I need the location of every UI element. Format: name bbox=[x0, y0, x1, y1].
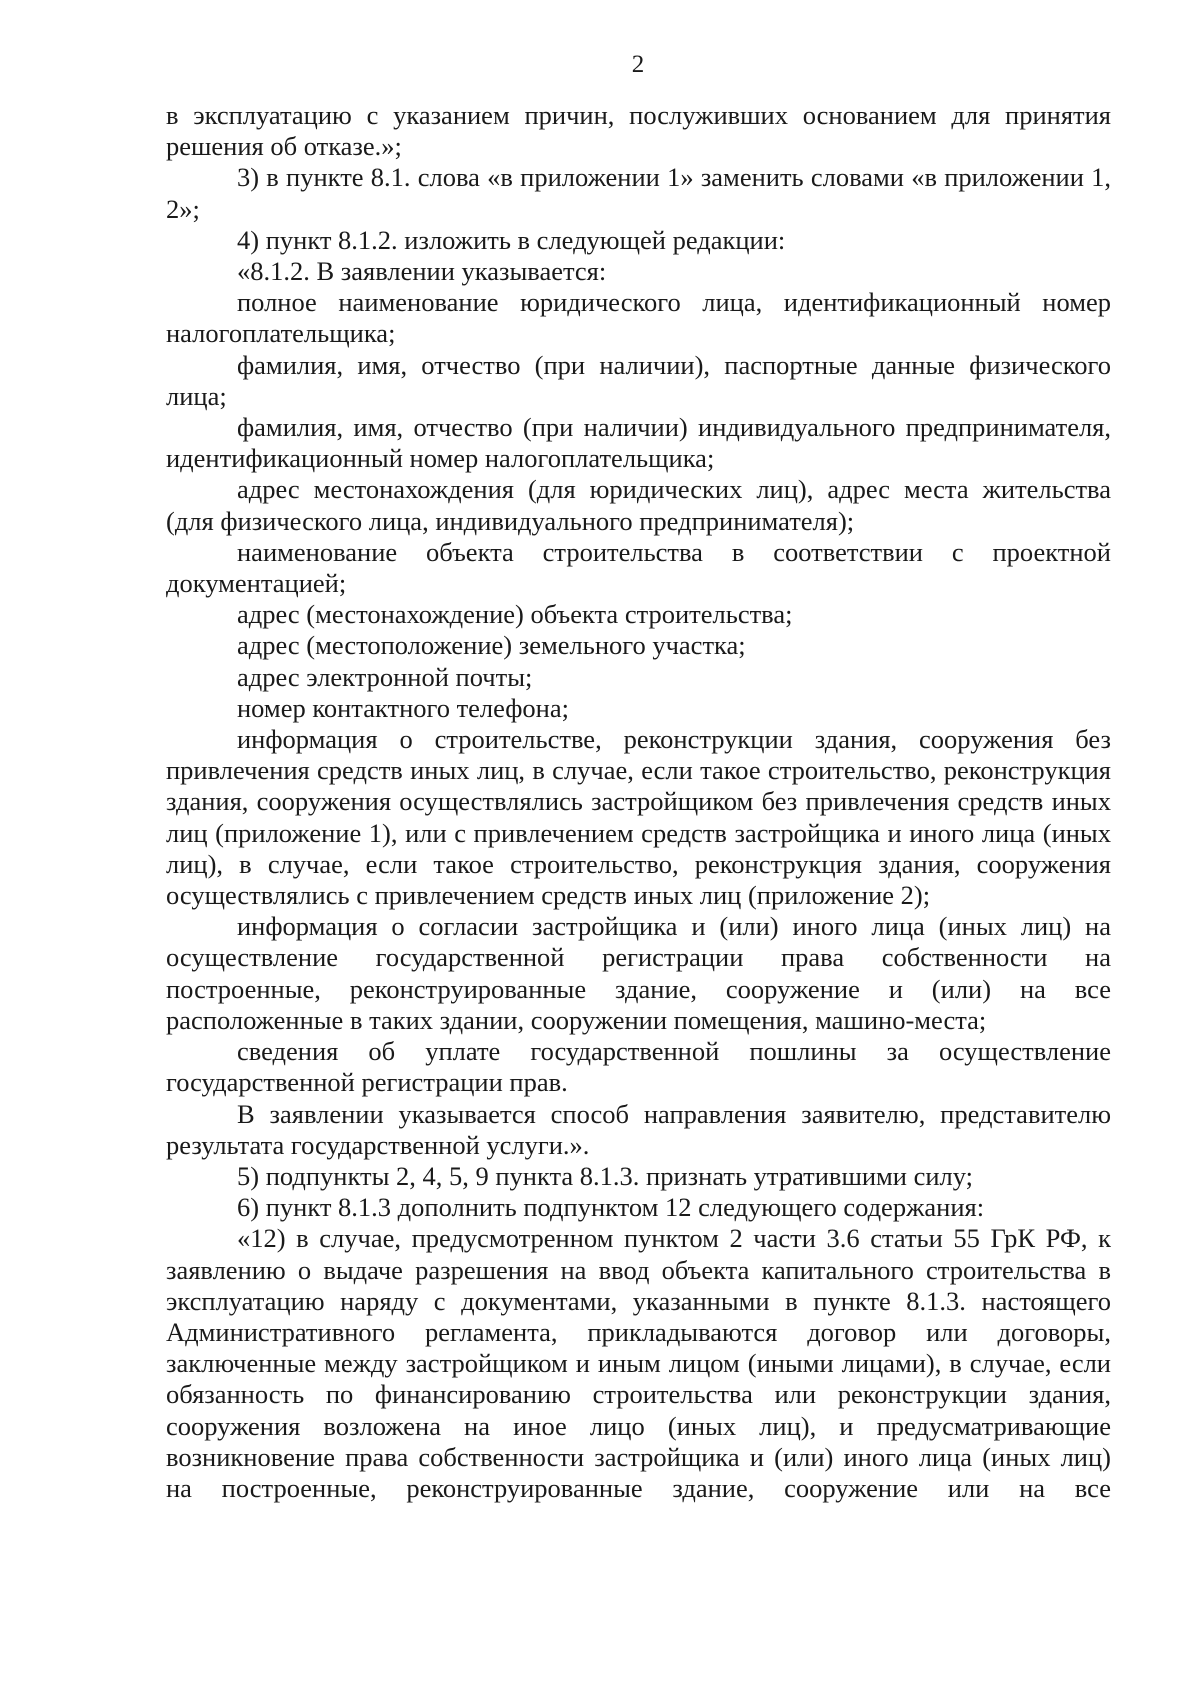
paragraph-11: адрес (местоположение) земельного участка; bbox=[237, 630, 746, 661]
paragraph-20: «12) в случае, предусмотренном пунктом 2 части 3.6 статьи 55 ГрК РФ, к заявлению о выдаче разрешения на ввод объекта капитального строительства в эксплуатацию наряду с документами, указанными в пункте 8.1.3. настоящего Административного регламента, прикладываются договор или договоры, заключенные между застройщиком и иным лицом (иными лицами), в случае, если обязанность по финансированию строительства или реконструкции здания, сооружения возложена на иное лицо (иных лиц), и предусматривающие возникновение права собственности застройщика и (или) иного лица (иных лиц) на построенные, реконструированные здание, сооружение или на все bbox=[166, 1223, 1111, 1503]
paragraph-19: 6) пункт 8.1.3 дополнить подпунктом 12 следующего содержания: bbox=[237, 1192, 985, 1223]
paragraph-7: фамилия, имя, отчество (при наличии) индивидуального предпринимателя, идентификационный номер налогоплательщика; bbox=[166, 412, 1111, 474]
paragraph-14: информация о строительстве, реконструкции здания, сооружения без привлечения средств иных лиц, в случае, если такое строительство, реконструкция здания, сооружения осуществлялись застройщиком без привлечения средств иных лиц (приложение 1), или с привлечением средств застройщика и иного лица (иных лиц), в случае, если такое строительство, реконструкция здания, сооружения осуществлялись с привлечением средств иных лиц (приложение 2); bbox=[166, 724, 1111, 911]
paragraph-12: адрес электронной почты; bbox=[237, 661, 533, 692]
paragraph-16: сведения об уплате государственной пошлины за осуществление государственной регистрации прав. bbox=[166, 1036, 1111, 1098]
paragraph-6: фамилия, имя, отчество (при наличии), паспортные данные физического лица; bbox=[166, 349, 1111, 411]
paragraph-2: 3) в пункте 8.1. слова «в приложении 1» заменить словами «в приложении 1, 2»; bbox=[166, 162, 1111, 224]
paragraph-13: номер контактного телефона; bbox=[237, 692, 569, 723]
paragraph-4: «8.1.2. В заявлении указывается: bbox=[237, 256, 607, 287]
paragraph-5: полное наименование юридического лица, идентификационный номер налогоплательщика; bbox=[166, 287, 1111, 349]
paragraph-1: в эксплуатацию с указанием причин, послуживших основанием для принятия решения об отказе.»; bbox=[166, 100, 1111, 162]
paragraph-10: адрес (местонахождение) объекта строительства; bbox=[237, 599, 793, 630]
paragraph-18: 5) подпункты 2, 4, 5, 9 пункта 8.1.3. признать утратившими силу; bbox=[237, 1160, 974, 1191]
page-number: 2 bbox=[631, 51, 645, 78]
paragraph-9: наименование объекта строительства в соответствии с проектной документацией; bbox=[166, 536, 1111, 599]
paragraph-17: В заявлении указывается способ направления заявителю, представителю результата государственной услуги.». bbox=[166, 1098, 1111, 1160]
paragraph-8: адрес местонахождения (для юридических лиц), адрес места жительства (для физического лица, индивидуального предпринимателя); bbox=[166, 474, 1111, 536]
paragraph-15: информация о согласии застройщика и (или) иного лица (иных лиц) на осуществление государственной регистрации права собственности на построенные, реконструированные здание, сооружение и (или) на все расположенные в таких здании, сооружении помещения, машино-места; bbox=[166, 911, 1111, 1035]
document-body bbox=[166, 100, 1111, 1504]
paragraph-3: 4) пункт 8.1.2. изложить в следующей редакции: bbox=[237, 224, 786, 255]
